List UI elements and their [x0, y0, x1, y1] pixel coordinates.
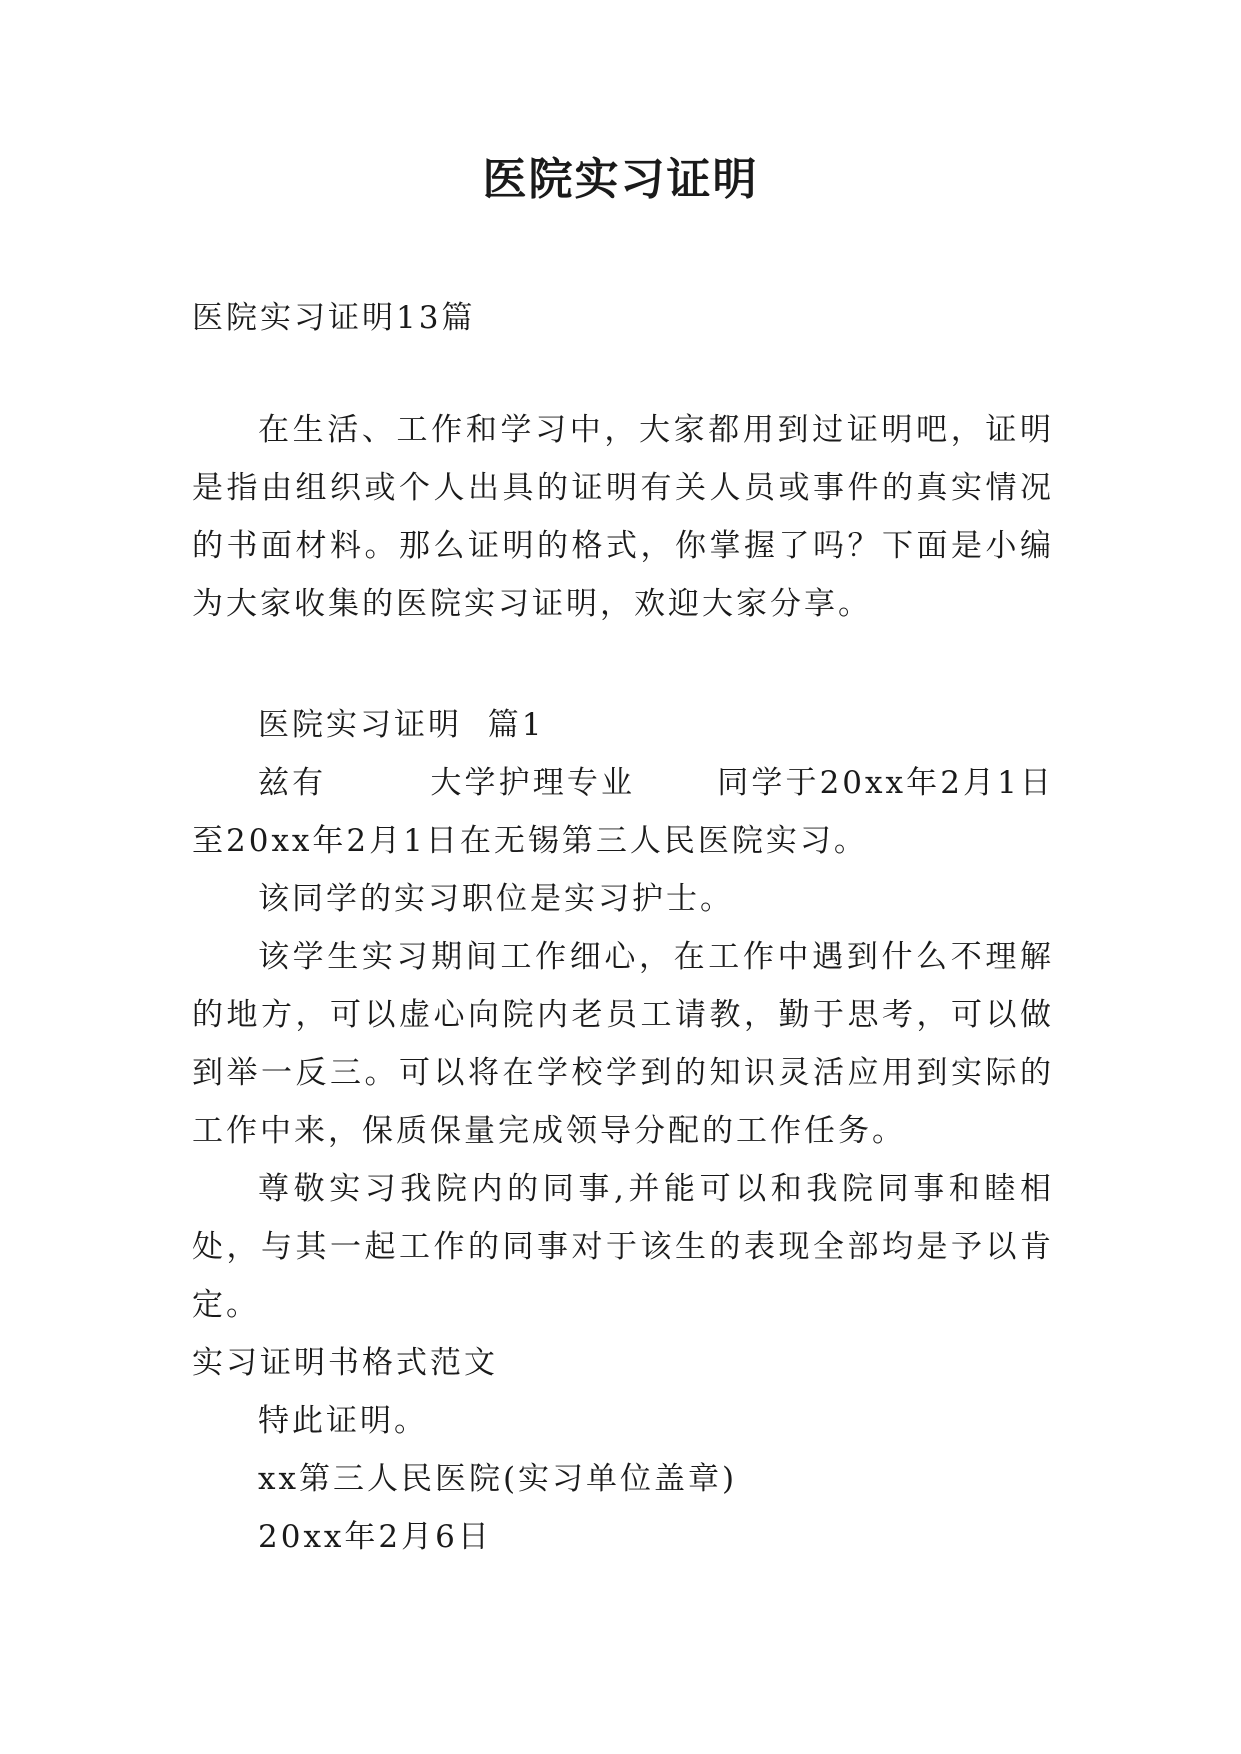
cert-text-a: 兹有	[258, 765, 327, 801]
signature-line: xx第三人民医院(实习单位盖章)	[258, 1461, 738, 1497]
document-title: 医院实习证明	[482, 154, 759, 205]
closing-line: 特此证明。	[258, 1403, 428, 1439]
document-subtitle: 医院实习证明13篇	[192, 300, 476, 336]
certificate-paragraph	[192, 754, 1054, 870]
position-paragraph: 该同学的实习职位是实习护士。	[258, 881, 734, 917]
cert-text-b: 大学护理专业	[430, 765, 636, 801]
intro-block	[192, 401, 1054, 633]
section-1	[192, 696, 1054, 1566]
date-line: 20xx年2月6日	[258, 1519, 492, 1555]
format-reference: 实习证明书格式范文	[192, 1345, 498, 1381]
section-heading: 医院实习证明 篇1	[258, 707, 545, 743]
cert-text-c: 同学于20xx年2月1日至20xx年2月1日在无锡第三人民医院实习。	[192, 765, 1055, 859]
performance-paragraph: 该学生实习期间工作细心，在工作中遇到什么不理解的地方，可以虚心向院内老员工请教，勤于思考，可以做到举一反三。可以将在学校学到的知识灵活应用到实际的工作中来，保质保量完成领导分配的工作任务。	[192, 939, 1054, 1149]
respect-paragraph: 尊敬实习我院内的同事,并能可以和我院同事和睦相处，与其一起工作的同事对于该生的表现全部均是予以肯定。	[192, 1171, 1054, 1323]
intro-paragraph: 在生活、工作和学习中，大家都用到过证明吧，证明是指由组织或个人出具的证明有关人员或事件的真实情况的书面材料。那么证明的格式，你掌握了吗？下面是小编为大家收集的医院实习证明，欢迎大家分享。	[192, 412, 1054, 622]
